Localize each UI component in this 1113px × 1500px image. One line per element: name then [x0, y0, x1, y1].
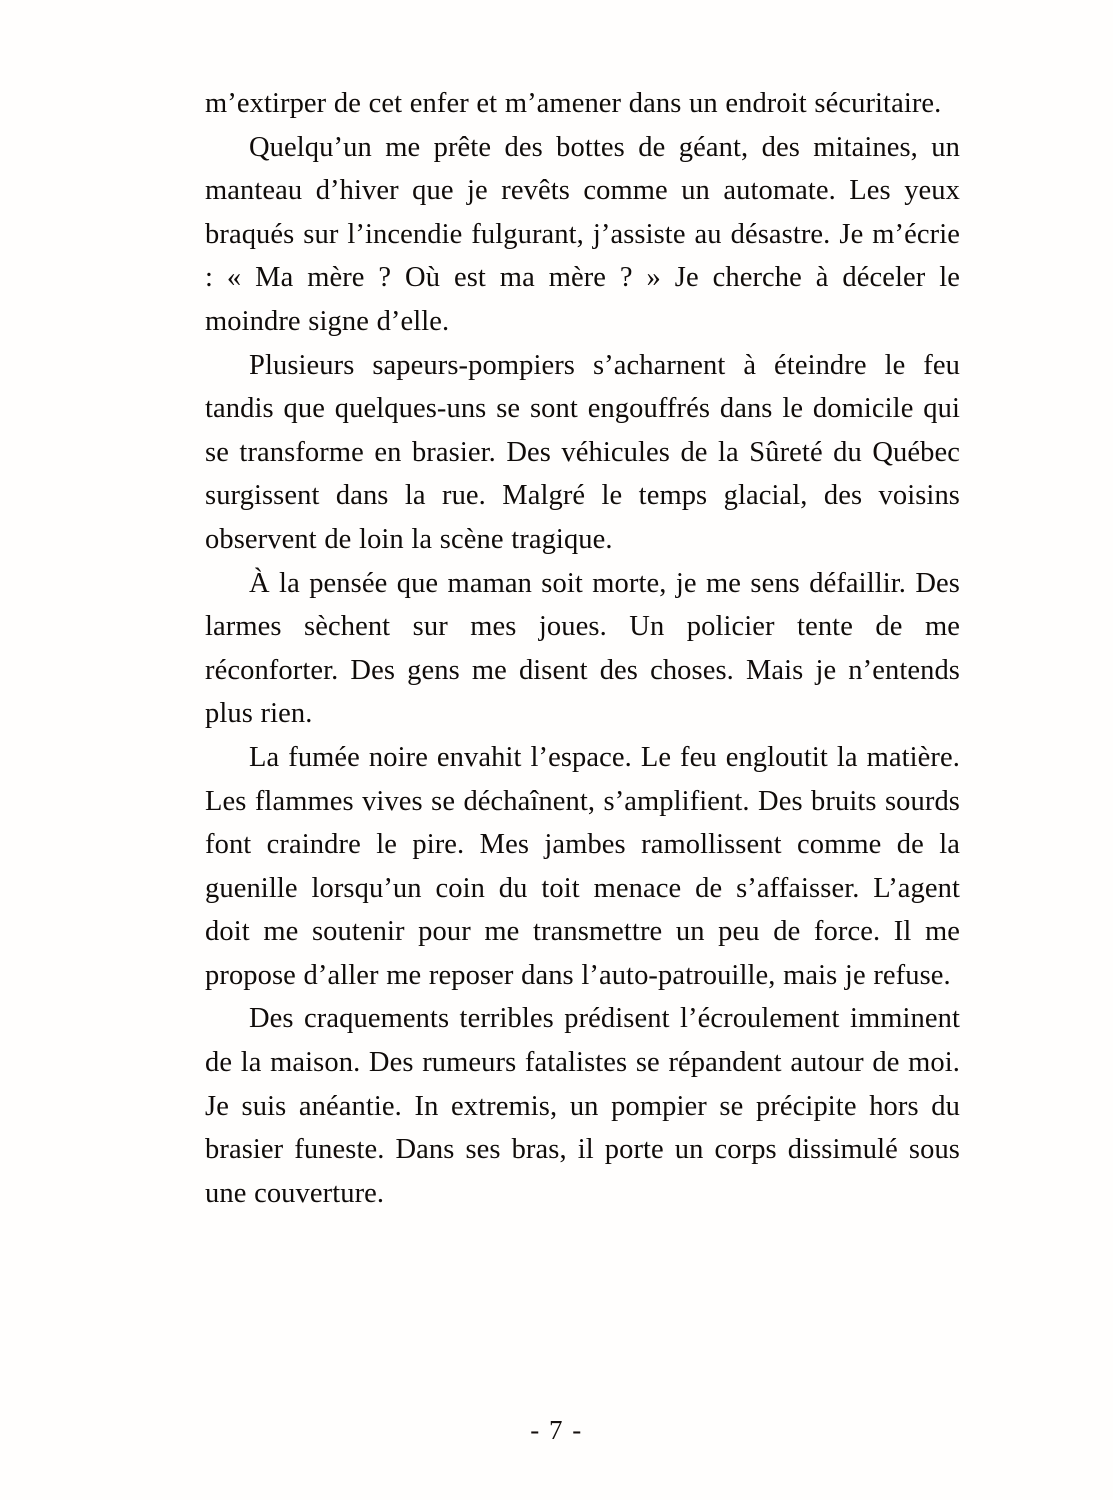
paragraph: À la pensée que maman soit morte, je me sens défaillir. Des larmes sèchent sur mes joues. Un policier tente de me réconforter. Des gens me disent des choses. Mais je n’entends plus rien. [205, 567, 960, 730]
paragraph: La fumée noire envahit l’espace. Le feu engloutit la matière. Les flammes vives se déchaînent, s’amplifient. Des bruits sourds font craindre le pire. Mes jambes ramollissent comme de la guenille lorsqu’un coin du toit menace de s’affaisser. L’agent doit me soutenir pour me transmettre un peu de force. Il me propose d’aller me reposer dans l’auto-patrouille, mais je refuse. [205, 741, 960, 991]
paragraph: m’extirper de cet enfer et m’amener dans un endroit sécuritaire. [205, 88, 942, 119]
paragraph: Plusieurs sapeurs-pompiers s’acharnent à éteindre le feu tandis que quelques-uns se sont engouffrés dans le domicile qui se transforme en brasier. Des véhicules de la Sûreté du Québec surgissent dans la rue. Malgré le temps glacial, des voisins observent de loin la scène tragique. [205, 349, 960, 555]
paragraph: Quelqu’un me prête des bottes de géant, des mitaines, un manteau d’hiver que je revêts comme un automate. Les yeux braqués sur l’incendie fulgurant, j’assiste au désastre. Je m’écrie : « Ma mère ? Où est ma mère ? » Je cherche à déceler le moindre signe d’elle. [205, 131, 960, 337]
page-text-block [205, 82, 960, 1215]
page-number: - 7 - [530, 1415, 583, 1445]
paragraph: Des craquements terribles prédisent l’écroulement imminent de la maison. Des rumeurs fatalistes se répandent autour de moi. Je suis anéantie. In extremis, un pompier se précipite hors du brasier funeste. Dans ses bras, il porte un corps dissimulé sous une couverture. [205, 1003, 960, 1209]
